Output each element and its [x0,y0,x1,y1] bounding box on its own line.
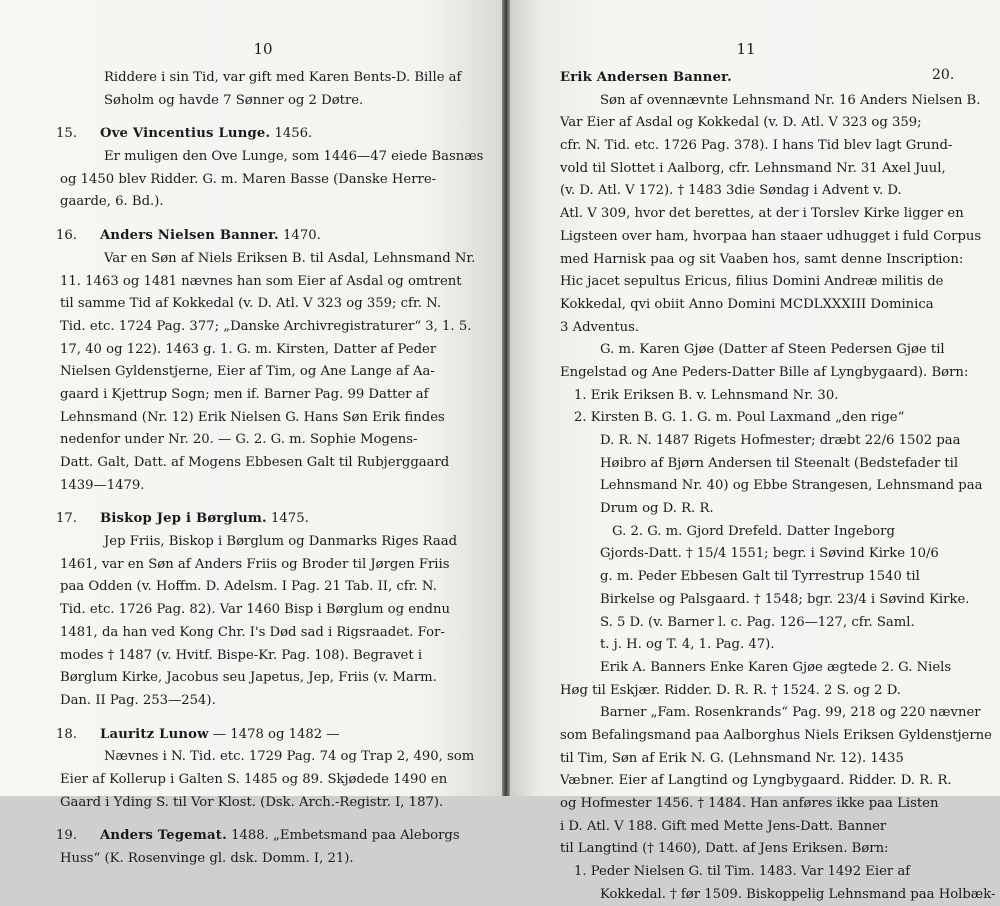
text-line: (v. D. Atl. V 172). † 1483 3die Søndag i Advent v. D. [560,183,902,199]
entry-heading: 18. Lauritz Lunow — 1478 og 1482 — [56,726,340,742]
text-line: til Langtind († 1460), Datt. af Jens Eriksen. Børn: [560,841,889,857]
text-line: G. m. Karen Gjøe (Datter af Steen Pedersen Gjøe til [600,342,945,358]
entry-number-margin: 20. [932,67,955,83]
text-line: paa Odden (v. Hoffm. D. Adelsm. I Pag. 21 Tab. II, cfr. N. [60,579,437,595]
text-line: Drum og D. R. R. [600,501,714,517]
text-line: Tid. etc. 1726 Pag. 82). Var 1460 Bisp i Børglum og endnu [60,602,450,618]
text-line: vold til Slottet i Aalborg, cfr. Lehnsmand Nr. 31 Axel Juul, [560,160,946,176]
right-page-text [560,67,995,906]
text-line: Nielsen Gyldenstjerne, Eier af Tim, og Ane Lange af Aa- [60,364,435,380]
text-line: gaarde, 6. Bd.). [60,194,164,210]
text-line: Datt. Galt, Datt. af Mogens Ebbesen Galt til Rubjerggaard [60,455,450,470]
text-line: Lehnsmand (Nr. 12) Erik Nielsen G. Hans Søn Erik findes [60,409,445,425]
book-gutter [502,0,510,796]
text-line: med Harnisk paa og sit Vaaben hos, samt denne Inscription: [560,251,964,267]
text-line: 11. 1463 og 1481 nævnes han som Eier af Asdal og omtrent [60,273,462,289]
text-line: Lehnsmand Nr. 40) og Ebbe Strangesen, Lehnsmand paa [600,478,983,494]
text-line: Kokkedal, qvi obiit Anno Domini MCDLXXXIII Dominica [560,296,934,312]
entry-heading: 17. Biskop Jep i Børglum. 1475. [56,511,309,527]
text-line: Var Eier af Asdal og Kokkedal (v. D. Atl. V 323 og 359; [560,115,922,131]
text-line: Barner „Fam. Rosenkrands“ Pag. 99, 218 og 220 nævner [600,705,981,721]
list-item: 1. Erik Eriksen B. v. Lehnsmand Nr. 30. [574,387,839,403]
text-line: G. 2. G. m. Gjord Drefeld. Datter Ingeborg [612,523,895,539]
text-line: Riddere i sin Tid, var gift med Karen Bents-D. Bille af [104,70,462,85]
entry-name: Anders Tegemat. [100,828,227,844]
text-line: 1461, var en Søn af Anders Friis og Broder til Jørgen Friis [60,556,450,572]
text-line: Nævnes i N. Tid. etc. 1729 Pag. 74 og Trap 2, 490, som [104,749,475,765]
entry-name: Ove Vincentius Lunge. [100,126,271,142]
text-line: nedenfor under Nr. 20. — G. 2. G. m. Sophie Mogens- [60,432,418,448]
text-line: til Tim, Søn af Erik N. G. (Lehnsmand Nr. 12). 1435 [560,750,904,766]
text-line: Hic jacet sepultus Ericus, filius Domini Andreæ militis de [560,274,944,290]
text-line: cfr. N. Tid. etc. 1726 Pag. 378). I hans Tid blev lagt Grund- [560,138,953,154]
entry-heading: 16. Anders Nielsen Banner. 1470. [56,228,321,244]
text-line: Væbner. Eier af Langtind og Lyngbygaard. Ridder. D. R. R. [560,773,952,789]
entry-name: Lauritz Lunow [100,726,209,742]
entry-heading: 19. Anders Tegemat. 1488. „Embetsmand paa Aleborgs [56,828,460,844]
text-line: Dan. II Pag. 253—254). [60,692,216,708]
text-line: Kokkedal. † før 1509. Biskoppelig Lehnsmand paa Holbæk- [600,886,996,902]
list-item: 2. Kirsten B. G. 1. G. m. Poul Laxmand „den rige“ [574,410,905,426]
text-line: Erik A. Banners Enke Karen Gjøe ægtede 2. G. Niels [600,659,952,675]
left-page-text [56,67,484,871]
text-line: til samme Tid af Kokkedal (v. D. Atl. V 323 og 359; cfr. N. [60,296,442,312]
text-line: S. 5 D. (v. Barner l. c. Pag. 126—127, cfr. Saml. [600,614,915,630]
list-item: 1. Peder Nielsen G. til Tim. 1483. Var 1492 Eier af [574,864,911,880]
entry-name: Erik Andersen Banner. [560,70,732,85]
text-line: 1481, da han ved Kong Chr. I's Død sad i Rigsraadet. For- [60,624,445,640]
text-line: Ligsteen over ham, hvorpaa han staaer udhugget i fuld Corpus [560,228,982,244]
text-line: gaard i Kjettrup Sogn; men if. Barner Pag. 99 Datter af [60,386,429,402]
text-line: Børglum Kirke, Jacobus seu Japetus, Jep, Friis (v. Marm. [60,670,437,686]
text-line: Søn af ovennævnte Lehnsmand Nr. 16 Anders Nielsen B. [600,92,981,108]
text-line: Atl. V 309, hvor det berettes, at der i Torslev Kirke ligger en [560,206,964,222]
page-number: 11 [736,40,756,58]
text-line: modes † 1487 (v. Hvitf. Bispe-Kr. Pag. 108). Begravet i [60,647,423,663]
text-line: Eier af Kollerup i Galten S. 1485 og 89. Skjødede 1490 en [60,771,448,787]
text-line: g. m. Peder Ebbesen Galt til Tyrrestrup 1540 til [600,569,920,585]
text-line: Huss“ (K. Rosenvinge gl. dsk. Domm. I, 21). [60,851,354,866]
text-line: Høg til Eskjær. Ridder. D. R. R. † 1524. 2 S. og 2 D. [560,682,902,698]
text-line: 3 Adventus. [560,319,640,335]
text-line: og Hofmester 1456. † 1484. Han anføres ikke paa Listen [560,796,939,811]
text-line: Høibro af Bjørn Andersen til Steenalt (Bedstefader til [600,455,959,471]
text-line: Søholm og havde 7 Sønner og 2 Døtre. [104,92,364,108]
text-line: i D. Atl. V 188. Gift med Mette Jens-Datt. Banner [560,818,887,834]
text-line: og 1450 blev Ridder. G. m. Maren Basse (Danske Herre- [60,171,437,187]
text-line: D. R. N. 1487 Rigets Hofmester; dræbt 22/6 1502 paa [600,433,961,448]
text-line: Tid. etc. 1724 Pag. 377; „Danske Archivregistraturer“ 3, 1. 5. [60,318,472,334]
text-line: Var en Søn af Niels Eriksen B. til Asdal, Lehnsmand Nr. [104,250,476,266]
text-line: Gaard i Yding S. til Vor Klost. (Dsk. Arch.-Registr. I, 187). [60,794,444,810]
text-line: Jep Friis, Biskop i Børglum og Danmarks Riges Raad [104,534,458,550]
entry-heading: 15. Ove Vincentius Lunge. 1456. [56,126,313,142]
text-line: som Befalingsmand paa Aalborghus Niels Eriksen Gyldenstjerne [560,727,992,743]
text-line: Er muligen den Ove Lunge, som 1446—47 eiede Basnæs [104,149,484,165]
entry-heading [560,67,995,90]
entry-name: Anders Nielsen Banner. [100,228,279,244]
text-line: t. j. H. og T. 4, 1. Pag. 47). [600,637,775,653]
entry-name: Biskop Jep i Børglum. [100,511,267,527]
text-line: Gjords-Datt. † 15/4 1551; begr. i Søvind Kirke 10/6 [600,546,939,562]
text-line: Birkelse og Palsgaard. † 1548; bgr. 23/4 i Søvind Kirke. [600,591,970,607]
page-number: 10 [253,40,273,58]
text-line: 1439—1479. [60,477,145,493]
text-line: Engelstad og Ane Peders-Datter Bille af Lyngbygaard). Børn: [560,364,969,380]
text-line: 17, 40 og 122). 1463 g. 1. G. m. Kirsten, Datter af Peder [60,341,437,357]
